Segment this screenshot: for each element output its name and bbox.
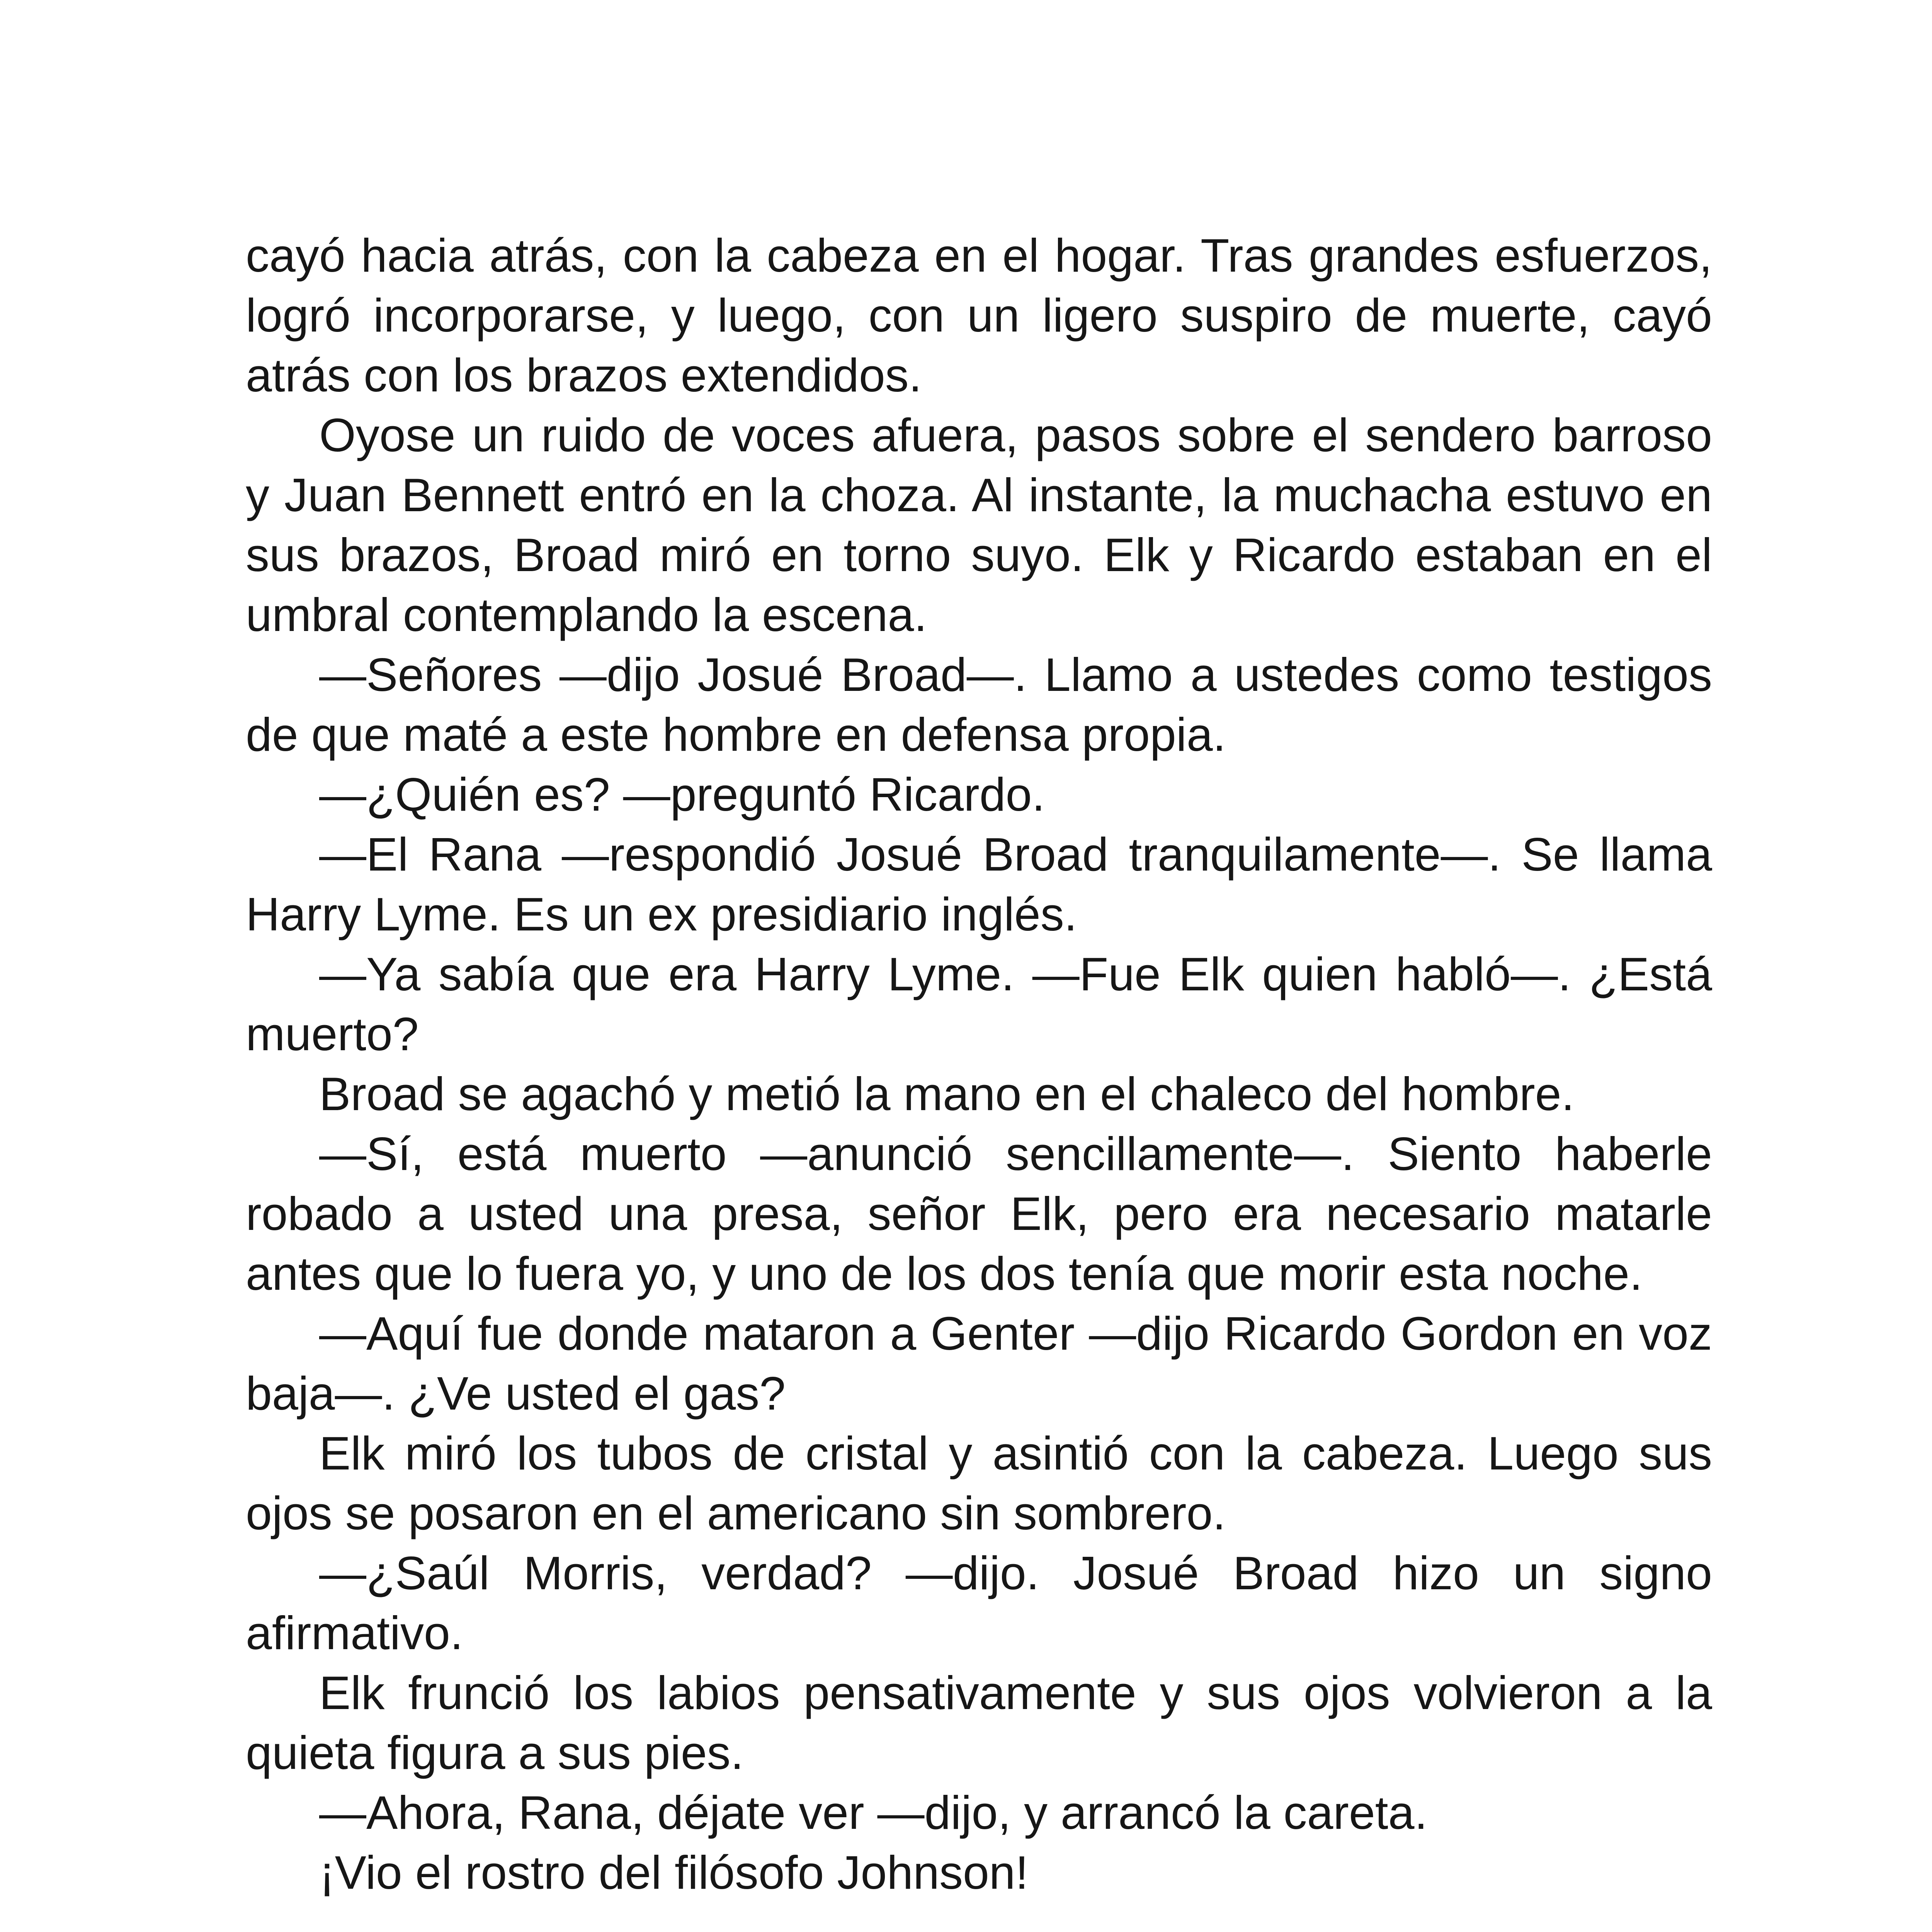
paragraph: ¡Vio el rostro del filósofo Johnson! <box>319 1846 1029 1899</box>
paragraph: —Ya sabía que era Harry Lyme. —Fue Elk quien habló—. ¿Está muerto? <box>246 948 1712 1060</box>
paragraph: —¿Quién es? —preguntó Ricardo. <box>319 768 1045 821</box>
paragraph: —Ahora, Rana, déjate ver —dijo, y arrancó la careta. <box>319 1786 1428 1839</box>
paragraph: —El Rana —respondió Josué Broad tranquilamente—. Se llama Harry Lyme. Es un ex presidiario inglés. <box>246 828 1712 940</box>
paragraph: Elk miró los tubos de cristal y asintió con la cabeza. Luego sus ojos se posaron en el americano sin sombrero. <box>246 1427 1712 1539</box>
paragraph: —Señores —dijo Josué Broad—. Llamo a ustedes como testigos de que maté a este hombre en defensa propia. <box>246 648 1712 761</box>
paragraph: —¿Saúl Morris, verdad? —dijo. Josué Broad hizo un signo afirmativo. <box>246 1547 1712 1659</box>
body-text <box>246 226 1712 1903</box>
paragraph: cayó hacia atrás, con la cabeza en el hogar. Tras grandes esfuerzos, logró incorporarse, y luego, con un ligero suspiro de muerte, cayó atrás con los brazos extendidos. <box>246 229 1712 401</box>
paragraph: Broad se agachó y metió la mano en el chaleco del hombre. <box>319 1068 1575 1120</box>
paragraph: —Aquí fue donde mataron a Genter —dijo Ricardo Gordon en voz baja—. ¿Ve usted el gas? <box>246 1307 1712 1420</box>
paragraph: —Sí, está muerto —anunció sencillamente—. Siento haberle robado a usted una presa, señor Elk, pero era necesario matarle antes que lo fuera yo, y uno de los dos tenía que morir esta noche. <box>246 1128 1712 1300</box>
paragraph: Oyose un ruido de voces afuera, pasos sobre el sendero barroso y Juan Bennett entró en la choza. Al instante, la muchacha estuvo en sus brazos, Broad miró en torno suyo. Elk y Ricardo estaban en el umbral contemplando la escena. <box>246 409 1712 641</box>
paragraph: Elk frunció los labios pensativamente y sus ojos volvieron a la quieta figura a sus pies. <box>246 1667 1712 1779</box>
